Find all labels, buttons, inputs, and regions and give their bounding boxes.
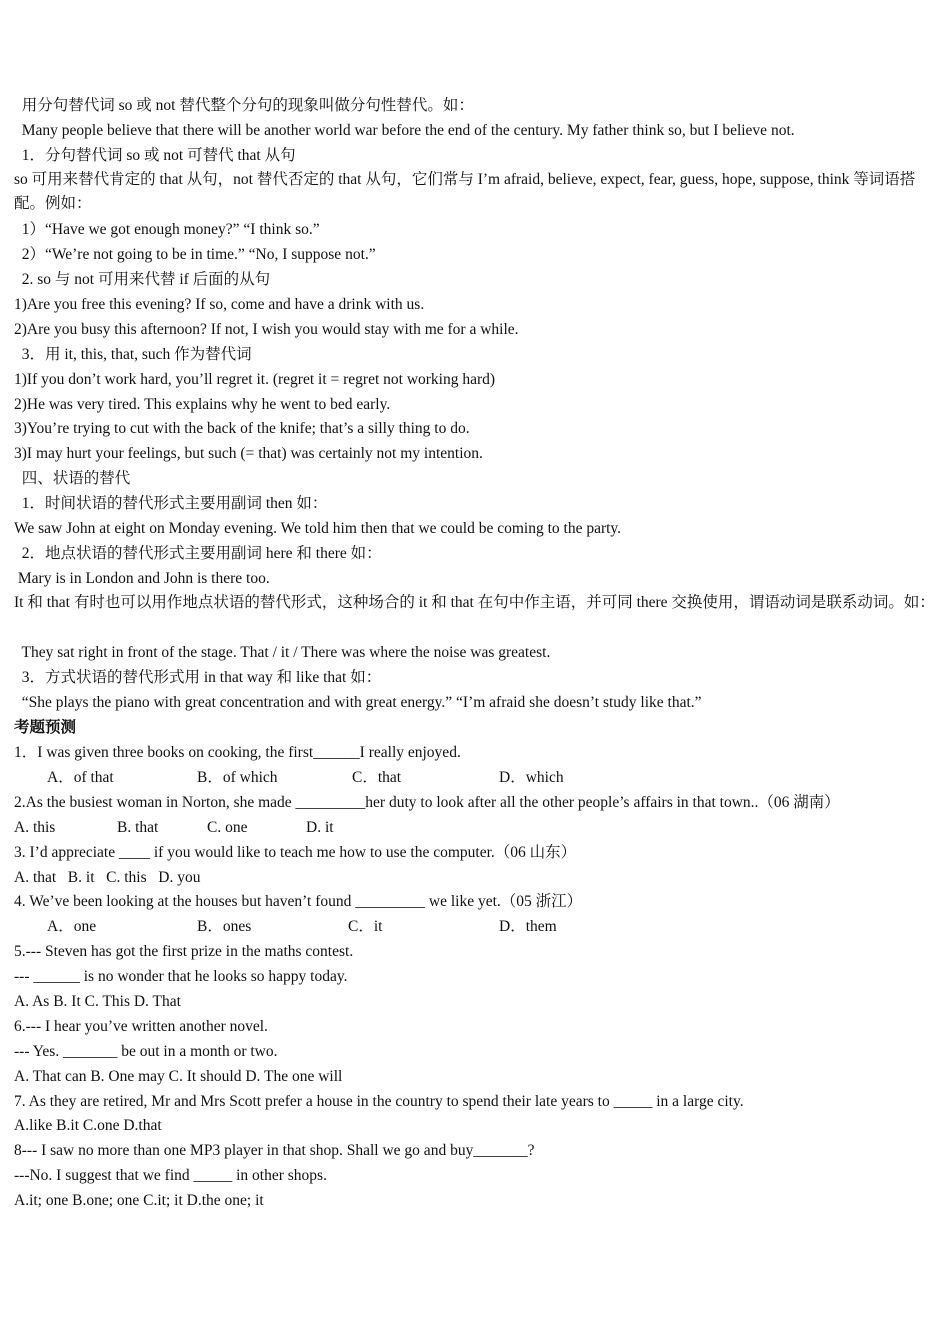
option-b: B．ones — [197, 918, 252, 935]
example-2: 2）“We’re not going to be in time.” “No, I suppose not.” — [14, 246, 376, 263]
example-if-not: 2)Are you busy this afternoon? If not, I wish you would stay with me for a while. — [14, 321, 519, 338]
example-if-so: 1)Are you free this evening? If so, come and have a drink with us. — [14, 296, 425, 313]
example-that: 3)You’re trying to cut with the back of the knife; that’s a silly thing to do. — [14, 420, 470, 437]
example-sentence: Many people believe that there will be another world war before the end of the century. My father think so, but I believe not. — [14, 122, 795, 139]
question-3: 3. I’d appreciate ____ if you would like to teach me how to use the computer.（06 山东） — [14, 844, 577, 861]
question-4-options — [0, 914, 950, 939]
question-4: 4. We’ve been looking at the houses but haven’t found _________ we like yet.（05 浙江） — [14, 893, 583, 910]
question-8: 8--- I saw no more than one MP3 player in that shop. Shall we go and buy_______? — [14, 1142, 535, 1159]
question-5-options: A. As B. It C. This D. That — [14, 993, 181, 1010]
example-piano: “She plays the piano with great concentration and with great energy.” “I’m afraid she doesn’t study like that.” — [14, 694, 702, 711]
question-6-options: A. That can B. One may C. It should D. The one will — [14, 1068, 343, 1085]
option-c: C．that — [352, 769, 402, 786]
subheading-place: 2．地点状语的替代形式主要用副词 here 和 there 如： — [14, 545, 382, 562]
example-then: We saw John at eight on Monday evening. We told him then that we could be coming to the party. — [14, 520, 622, 537]
option-b: B. that — [117, 819, 159, 836]
section-heading-adverbial: 四、状语的替代 — [14, 470, 131, 487]
option-a: A. this — [14, 819, 56, 836]
question-3-options: A. that B. it C. this D. you — [14, 869, 201, 886]
paragraph-so-not: so 可用来替代肯定的 that 从句，not 替代否定的 that 从句，它们常与 I’m afraid, believe, expect, fear, guess, hope, suppose, think 等词语搭配。例如： — [14, 171, 916, 212]
option-a: A．of that — [47, 769, 114, 786]
subheading-2: 2. so 与 not 可用来代替 if 后面的从句 — [14, 271, 271, 288]
option-b: B．of which — [197, 769, 278, 786]
example-such: 3)I may hurt your feelings, but such (= that) was certainly not my intention. — [14, 445, 483, 462]
question-1-options — [0, 765, 950, 790]
subheading-3: 3．用 it, this, that, such 作为替代词 — [14, 346, 252, 363]
question-8-reply: ---No. I suggest that we find _____ in other shops. — [14, 1167, 327, 1184]
example-it: 1)If you don’t work hard, you’ll regret it. (regret it = regret not working hard) — [14, 371, 496, 388]
option-d: D．which — [499, 769, 564, 786]
question-2: 2.As the busiest woman in Norton, she made _________her duty to look after all the other people’s affairs in that town..（06 湖南） — [14, 794, 840, 811]
section-title: 考题预测 — [14, 719, 77, 736]
question-6-reply: --- Yes. _______ be out in a month or two. — [14, 1043, 278, 1060]
option-c: C. one — [207, 819, 248, 836]
subheading-manner: 3．方式状语的替代形式用 in that way 和 like that 如： — [14, 669, 382, 686]
example-1: 1）“Have we got enough money?” “I think so.” — [14, 221, 320, 238]
example-this: 2)He was very tired. This explains why he went to bed early. — [14, 396, 391, 413]
example-stage: They sat right in front of the stage. That / it / There was where the noise was greatest. — [14, 644, 551, 661]
option-c: C．it — [348, 918, 383, 935]
subheading-1: 1．分句替代词 so 或 not 可替代 that 从句 — [14, 147, 296, 164]
question-6: 6.--- I hear you’ve written another novel. — [14, 1018, 268, 1035]
question-2-options — [0, 815, 950, 840]
question-7: 7. As they are retired, Mr and Mrs Scott prefer a house in the country to spend their late years to _____ in a large city. — [14, 1093, 744, 1110]
question-5: 5.--- Steven has got the first prize in the maths contest. — [14, 943, 354, 960]
question-5-reply: --- ______ is no wonder that he looks so happy today. — [14, 968, 348, 985]
question-8-options: A.it; one B.one; one C.it; it D.the one; it — [14, 1192, 264, 1209]
example-there: Mary is in London and John is there too. — [14, 570, 270, 587]
paragraph-intro: 用分句替代词 so 或 not 替代整个分句的现象叫做分句性替代。如： — [14, 97, 474, 114]
option-a: A．one — [47, 918, 97, 935]
subheading-time: 1．时间状语的替代形式主要用副词 then 如： — [14, 495, 328, 512]
paragraph-it-that: It 和 that 有时也可以用作地点状语的替代形式，这种场合的 it 和 that 在句中作主语，并可同 there 交换使用，谓语动词是联系动词。如： — [14, 594, 935, 611]
option-d: D．them — [499, 918, 557, 935]
option-d: D. it — [306, 819, 334, 836]
question-1: 1．I was given three books on cooking, the first______I really enjoyed. — [14, 744, 461, 761]
question-7-options: A.like B.it C.one D.that — [14, 1117, 162, 1134]
